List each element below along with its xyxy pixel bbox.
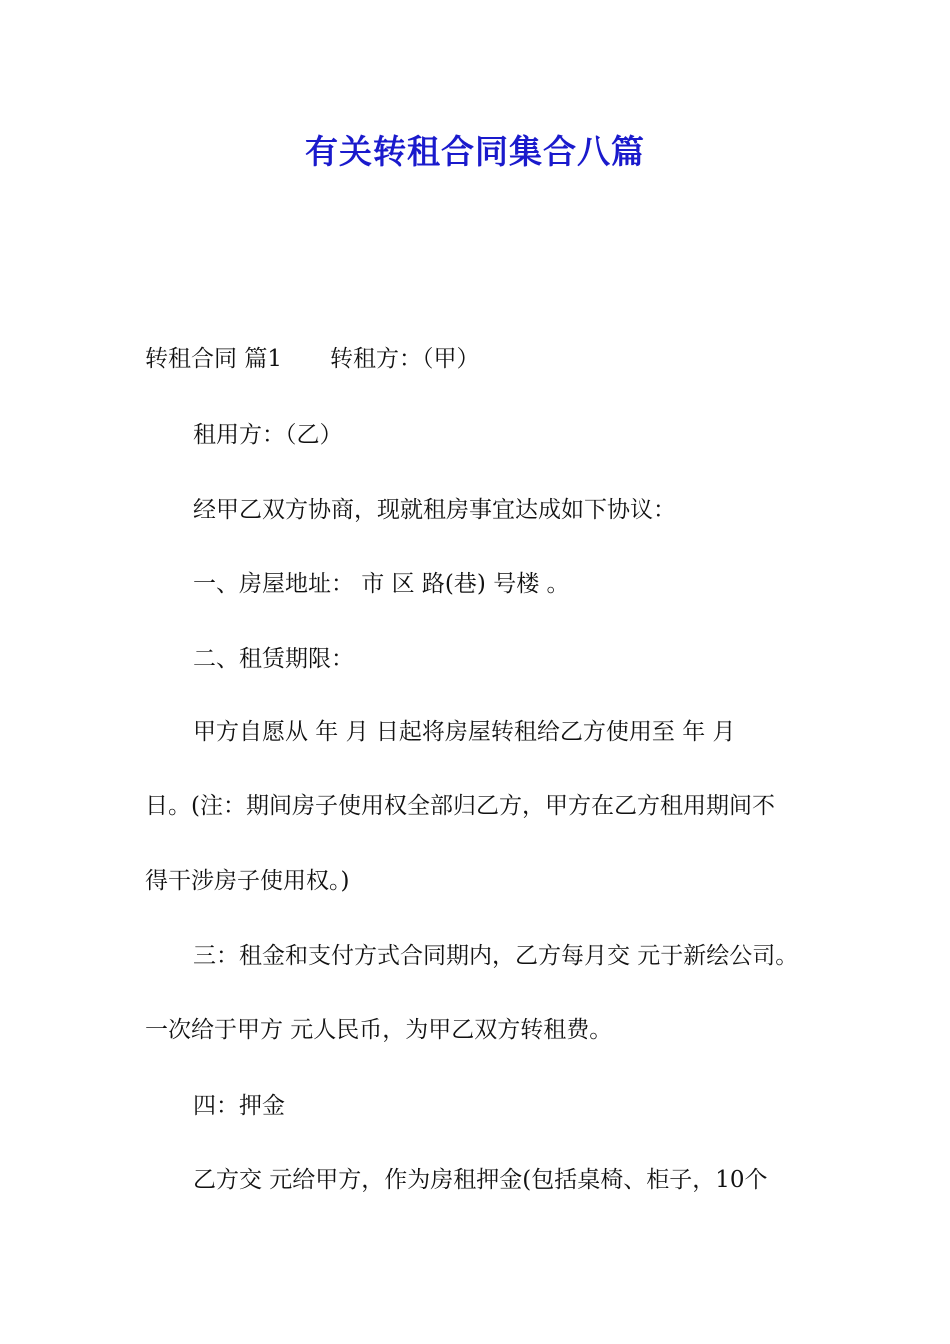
contract-heading-line (145, 342, 825, 376)
clause-deposit-heading: 四：押金 (193, 1093, 285, 1119)
contract-section-label: 转租合同 (145, 346, 237, 372)
clause-rent-text-2: 一次给于甲方 元人民币，为甲乙双方转租费。 (145, 1017, 613, 1043)
clause-rent-text-1: 三：租金和支付方式合同期内，乙方每月交 元于新绘公司。 (193, 943, 799, 969)
clause-deposit-text: 乙方交 元给甲方，作为房租押金(包括桌椅、柜子，10个 (193, 1167, 768, 1193)
agreement-intro-line: 经甲乙双方协商，现就租房事宜达成如下协议： (193, 497, 676, 523)
clause-address-line: 一、房屋地址： 市 区 路(巷) 号楼 。 (193, 571, 570, 597)
clause-term-heading: 二、租赁期限： (193, 646, 354, 672)
sublessor-label: 转租方：（甲） (329, 346, 480, 372)
document-title: 有关转租合同集合八篇 (305, 132, 645, 171)
clause-term-text-3: 得干涉房子使用权。) (145, 868, 350, 894)
lessee-line: 租用方：（乙） (193, 422, 343, 448)
clause-term-text-1: 甲方自愿从 年 月 日起将房屋转租给乙方使用至 年 月 (193, 719, 736, 745)
contract-part-label: 篇1 (244, 346, 282, 372)
clause-term-text-2: 日。(注：期间房子使用权全部归乙方，甲方在乙方租用期间不 (145, 793, 775, 819)
